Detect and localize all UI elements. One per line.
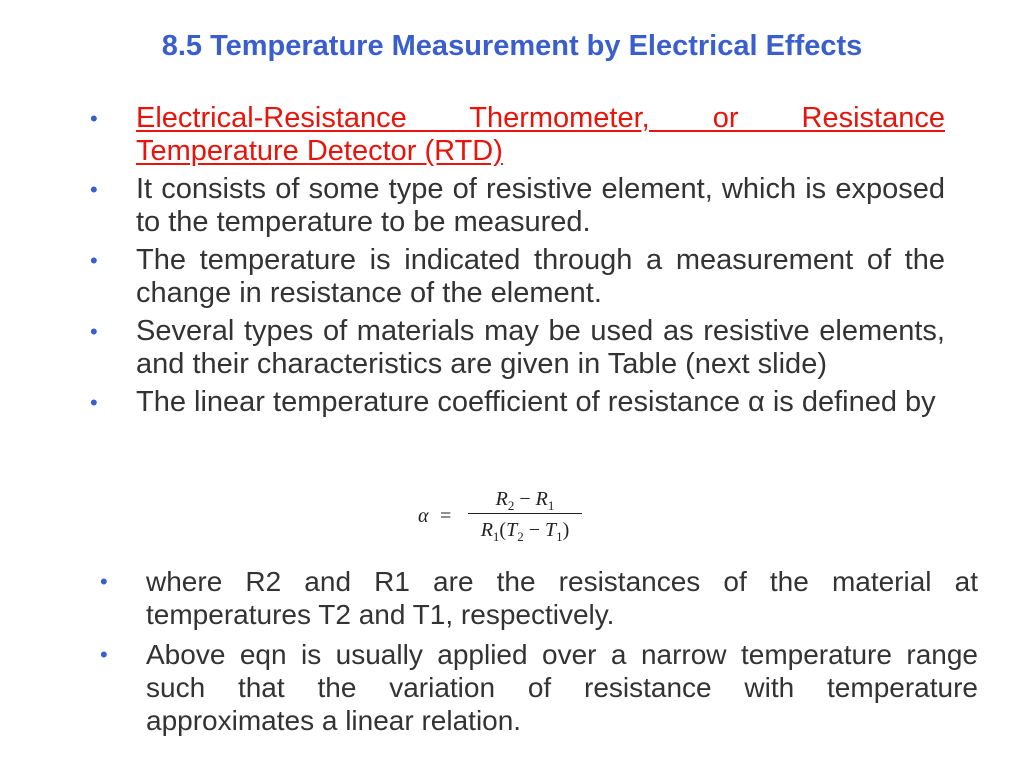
bullet-icon: •	[90, 248, 98, 273]
bullet-icon: •	[100, 569, 108, 594]
equation-denominator: $R_1(T_2 - T_1)$	[480, 519, 570, 544]
bullet-icon: •	[90, 319, 98, 344]
alpha-equation	[418, 485, 588, 549]
bullet-item	[90, 386, 945, 419]
bullet-list-top	[90, 102, 945, 424]
rtd-heading-link[interactable]: Electrical-Resistance Thermometer, or Resistance Temperature Detector (RTD)	[136, 102, 945, 167]
bullet-icon: •	[100, 642, 108, 667]
bullet-text: The temperature is indicated through a measurement of the change in resistance of the element.	[136, 244, 945, 309]
bullet-item	[100, 638, 978, 737]
bullet-text: Above eqn is usually applied over a narrow temperature range such that the variation of resistance with temperature approximates a linear relation.	[146, 639, 978, 736]
bullet-text: The linear temperature coefficient of resistance α is defined by	[136, 386, 936, 418]
bullet-icon: •	[90, 106, 98, 131]
bullet-text: where R2 and R1 are the resistances of the material at temperatures T2 and T1, respectively.	[146, 566, 978, 630]
bullet-text: It consists of some type of resistive element, which is exposed to the temperature to be measured.	[136, 173, 945, 238]
bullet-item	[90, 315, 945, 381]
equation-numerator: $R_2 - R_1$	[495, 488, 555, 513]
bullet-icon: •	[90, 390, 98, 415]
bullet-icon: •	[90, 177, 98, 202]
fraction-bar	[468, 513, 582, 514]
equation-equals: =	[440, 505, 452, 527]
bullet-text: Several types of materials may be used as resistive elements, and their characteristics are given in Table (next slide)	[136, 315, 945, 380]
bullet-rtd-heading[interactable]	[90, 102, 945, 168]
equation-fraction	[468, 485, 582, 544]
bullet-item	[100, 565, 978, 631]
bullet-item	[90, 173, 945, 239]
equation-lhs: α	[418, 505, 429, 527]
bullet-item	[90, 244, 945, 310]
slide-title: 8.5 Temperature Measurement by Electrical Effects	[161, 30, 863, 62]
bullet-list-bottom	[100, 565, 978, 744]
